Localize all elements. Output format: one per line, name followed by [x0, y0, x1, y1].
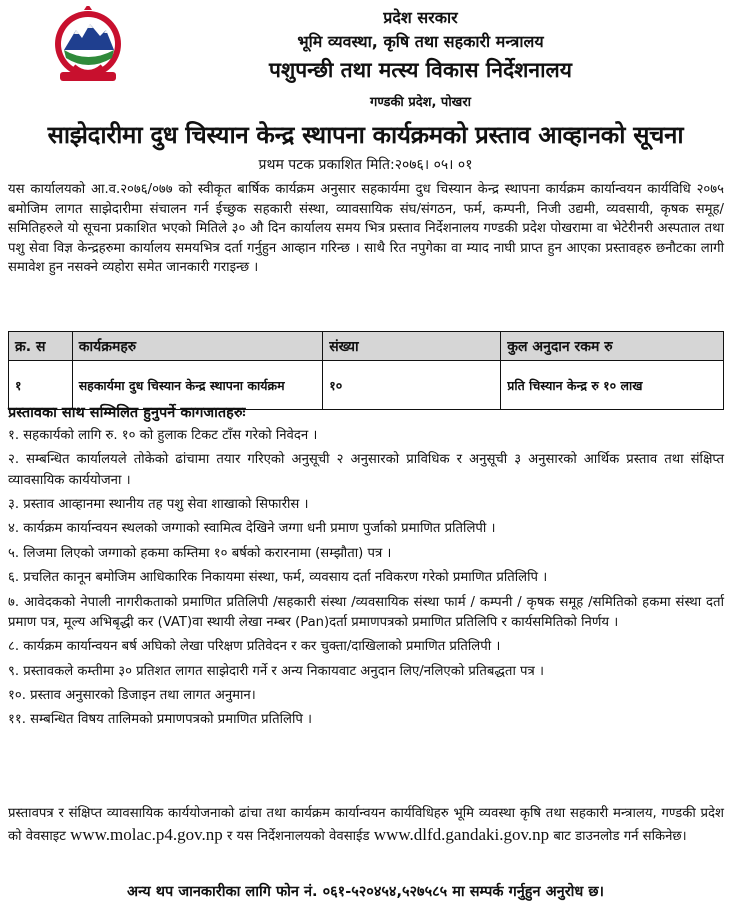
list-item: ९. प्रस्तावकले कम्तीमा ३० प्रतिशत लागत साझेदारी गर्ने र अन्य निकायवाट अनुदान लिए/नलिएको प्रतिबद्धता पत्र ।: [8, 663, 545, 679]
publication-date: प्रथम पटक प्रकाशित मिति:२०७६। ०५। ०१: [258, 157, 473, 173]
footer-text-2: र यस निर्देशनालयको वेवसाईड: [226, 828, 370, 844]
directorate-website-link[interactable]: www.dlfd.gandaki.gov.np: [373, 824, 550, 844]
footer-text-3: बाट डाउनलोड गर्न सकिनेछ।: [553, 828, 687, 844]
list-item: ३. प्रस्ताव आव्हानमा स्थानीय तह पशु सेवा शाखाको सिफारीस ।: [8, 496, 309, 512]
documents-list: [8, 426, 724, 735]
list-item: १. सहकार्यको लागि रु. १० को हुलाक टिकट टाँस गरेको निवेदन ।: [8, 428, 318, 443]
ministry-website-link[interactable]: www.molac.p4.gov.np: [70, 824, 223, 844]
table-header-row: [9, 332, 724, 361]
nepal-emblem-icon: [52, 6, 124, 86]
cell-grant: प्रति चिस्यान केन्द्र रु १० लाख: [501, 361, 724, 410]
list-item: ६. प्रचलित कानून बमोजिम आधिकारिक निकायमा संस्था, फर्म, व्यवसाय दर्ता नविकरण गरेको प्रमाणित प्रतिलिपि ।: [8, 570, 548, 586]
list-item: २. सम्बन्धित कार्यालयले तोकेको ढांचामा तयार गरिएको अनुसूची २ अनुसारको प्राविधिक र अनुसूची ३ अनुसारको आर्थिक प्रस्ताव तथा संक्षिप्त व्यावसायिक कार्ययोजना ।: [8, 452, 724, 488]
footer-text-1: प्रस्तावपत्र र संक्षिप्त व्यावसायिक कार्ययोजनाको ढांचा तथा कार्यक्रम कार्यान्वयन कार्यविधिहरु भूमि व्यवस्था कृषि तथा सहकारी मन्त्रालय, गण्डकी प्रदेश को वेवसाइट: [8, 806, 724, 844]
list-item: ८. कार्यक्रम कार्यान्वयन बर्ष अघिको लेखा परिक्षण प्रतिवेदन र कर चुक्ता/दाखिलाको प्रमाणित प्रतिलिपी ।: [8, 639, 501, 655]
notice-title: साझेदारीमा दुध चिस्यान केन्द्र स्थापना कार्यक्रमको प्रस्ताव आव्हानको सूचना: [47, 121, 684, 149]
col-serial: क्र. स: [9, 332, 73, 361]
download-info: [8, 804, 724, 847]
col-count: संख्या: [323, 332, 501, 361]
list-item: १०. प्रस्ताव अनुसारको डिजाइन तथा लागत अनुमान।: [8, 687, 256, 703]
contact-line: अन्य थप जानकारीका लागि फोन नं. ०६१-५२०४५४,५२७५८५ मा सम्पर्क गर्नुहुन अनुरोध छ।: [126, 884, 605, 900]
documents-heading: प्रस्तावका साथ सम्मिलित हुनुपर्ने कागजातहरुः: [8, 405, 246, 421]
header-location: गण्डकी प्रदेश, पोखरा: [370, 95, 471, 110]
col-programs: कार्यक्रमहरु: [72, 332, 322, 361]
program-table: [8, 331, 724, 410]
list-item: ४. कार्यक्रम कार्यान्वयन स्थलको जग्गाको स्वामित्व देखिने जग्गा धनी प्रमाण पुर्जाको प्रमाणित प्रतिलिपी ।: [8, 521, 496, 537]
header-ministry: भूमि व्यवस्था, कृषि तथा सहकारी मन्त्रालय: [297, 32, 544, 51]
col-grant-amount: कुल अनुदान रकम रु: [501, 332, 724, 361]
cell-program: सहकार्यमा दुध चिस्यान केन्द्र स्थापना कार्यक्रम: [72, 361, 322, 410]
header-directorate: पशुपन्छी तथा मत्स्य विकास निर्देशनालय: [269, 58, 572, 82]
cell-count: १०: [323, 361, 501, 410]
cell-serial: १: [9, 361, 73, 410]
intro-paragraph: यस कार्यालयको आ.व.२०७६/०७७ को स्वीकृत बार्षिक कार्यक्रम अनुसार सहकार्यमा दुध चिस्यान केन्द्र स्थापना कार्यक्रम कार्यान्वयन कार्यविधि २०७५ बमोजिम लागत साझेदारीमा संचालन गर्न ईच्छुक सहकारी संस्था, व्यावसायिक संघ/संगठन, फर्म, कम्पनी, निजी उद्यमी, व्यवसायी, कृषक समूह/समितिहरुले यो सूचना प्रकाशित भएको मितिले ३० औ दिन कार्यालय समय भित्र प्रस्ताव निर्देशनालय गण्डकी प्रदेश पोखरामा वा भेटेरीनरी अस्पताल तथा पशु सेवा विज्ञ केन्द्रहरुमा कार्यालय समयभित्र दर्ता गर्नुहुन आव्हान गरिन्छ । साथै रित नपुगेका वा म्याद नाघी प्राप्त हुन आएका प्रस्तावहरु छनौटका लागी समावेश हुन नसक्ने व्यहोरा समेत जानकारी गराइन्छ ।: [8, 182, 724, 276]
list-item: ७. आवेदकको नेपाली नागरीकताको प्रमाणित प्रतिलिपी /सहकारी संस्था /व्यवसायिक संस्था फार्म / कम्पनी / कृषक समूह /समितिको हकमा संस्था दर्ता प्रमाण पत्र, मूल्य अभिबृद्धी कर (VAT)वा स्थायी लेखा नम्बर (Pan)दर्ता प्रमाणपत्रको प्रमाणित प्रतिलिपि र कार्यसमितिको निर्णय ।: [8, 594, 724, 630]
list-item: ११. सम्बन्धित विषय तालिमको प्रमाणपत्रको प्रमाणित प्रतिलिपि ।: [8, 712, 313, 728]
header-government: प्रदेश सरकार: [383, 8, 458, 27]
list-item: ५. लिजमा लिएको जग्गाको हकमा कम्तिमा १० बर्षको करारनामा (सम्झौता) पत्र ।: [8, 545, 392, 561]
